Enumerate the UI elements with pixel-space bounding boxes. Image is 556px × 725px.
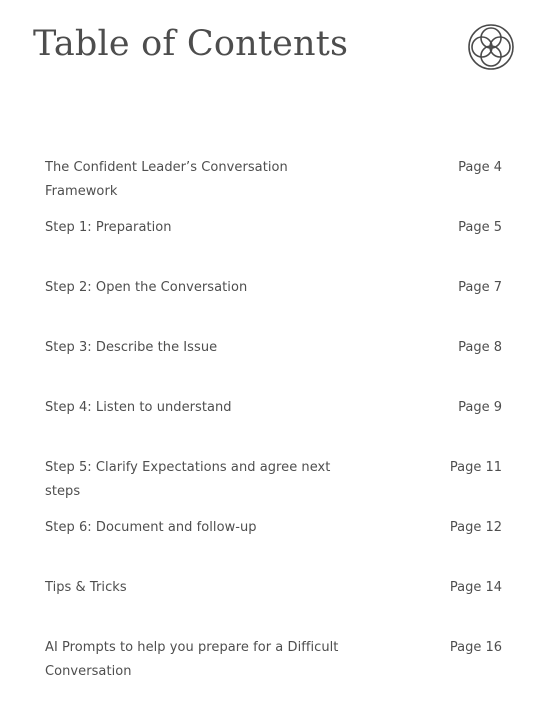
toc-entry-title: Step 5: Clarify Expectations and agree next steps [45,460,331,499]
toc-entry-page: Page 11 [449,460,502,475]
toc-entry-page: Page 7 [458,280,502,295]
toc-entry[interactable] [45,516,505,576]
toc-entry-title: Step 1: Preparation [45,220,172,235]
toc-entry[interactable] [45,636,505,696]
toc-entry-page: Page 4 [458,160,502,175]
toc-entry-page: Page 12 [449,520,502,535]
page-title: Table of Contents [33,24,349,64]
toc-list [45,156,505,696]
toc-entry-page: Page 9 [458,400,502,415]
toc-entry-title: Step 4: Listen to understand [45,400,232,415]
toc-entry[interactable] [45,576,505,636]
toc-entry-title: Step 6: Document and follow-up [45,520,257,535]
toc-entry[interactable] [45,396,505,456]
toc-entry-title: The Confident Leader’s Conversation Framework [45,160,288,199]
toc-entry-title: Step 2: Open the Conversation [45,280,248,295]
toc-entry-title: AI Prompts to help you prepare for a Difficult Conversation [45,640,339,679]
toc-entry[interactable] [45,156,505,216]
toc-entry-page: Page 14 [449,580,502,595]
toc-entry[interactable] [45,216,505,276]
toc-entry[interactable] [45,336,505,396]
toc-entry-title: Tips & Tricks [45,580,127,595]
toc-entry-page: Page 5 [458,220,502,235]
toc-entry-title: Step 3: Describe the Issue [45,340,218,355]
toc-entry-page: Page 8 [458,340,502,355]
toc-entry-page: Page 16 [449,640,502,655]
toc-entry[interactable] [45,276,505,336]
interlocking-circles-icon [466,22,516,72]
toc-entry[interactable] [45,456,505,516]
